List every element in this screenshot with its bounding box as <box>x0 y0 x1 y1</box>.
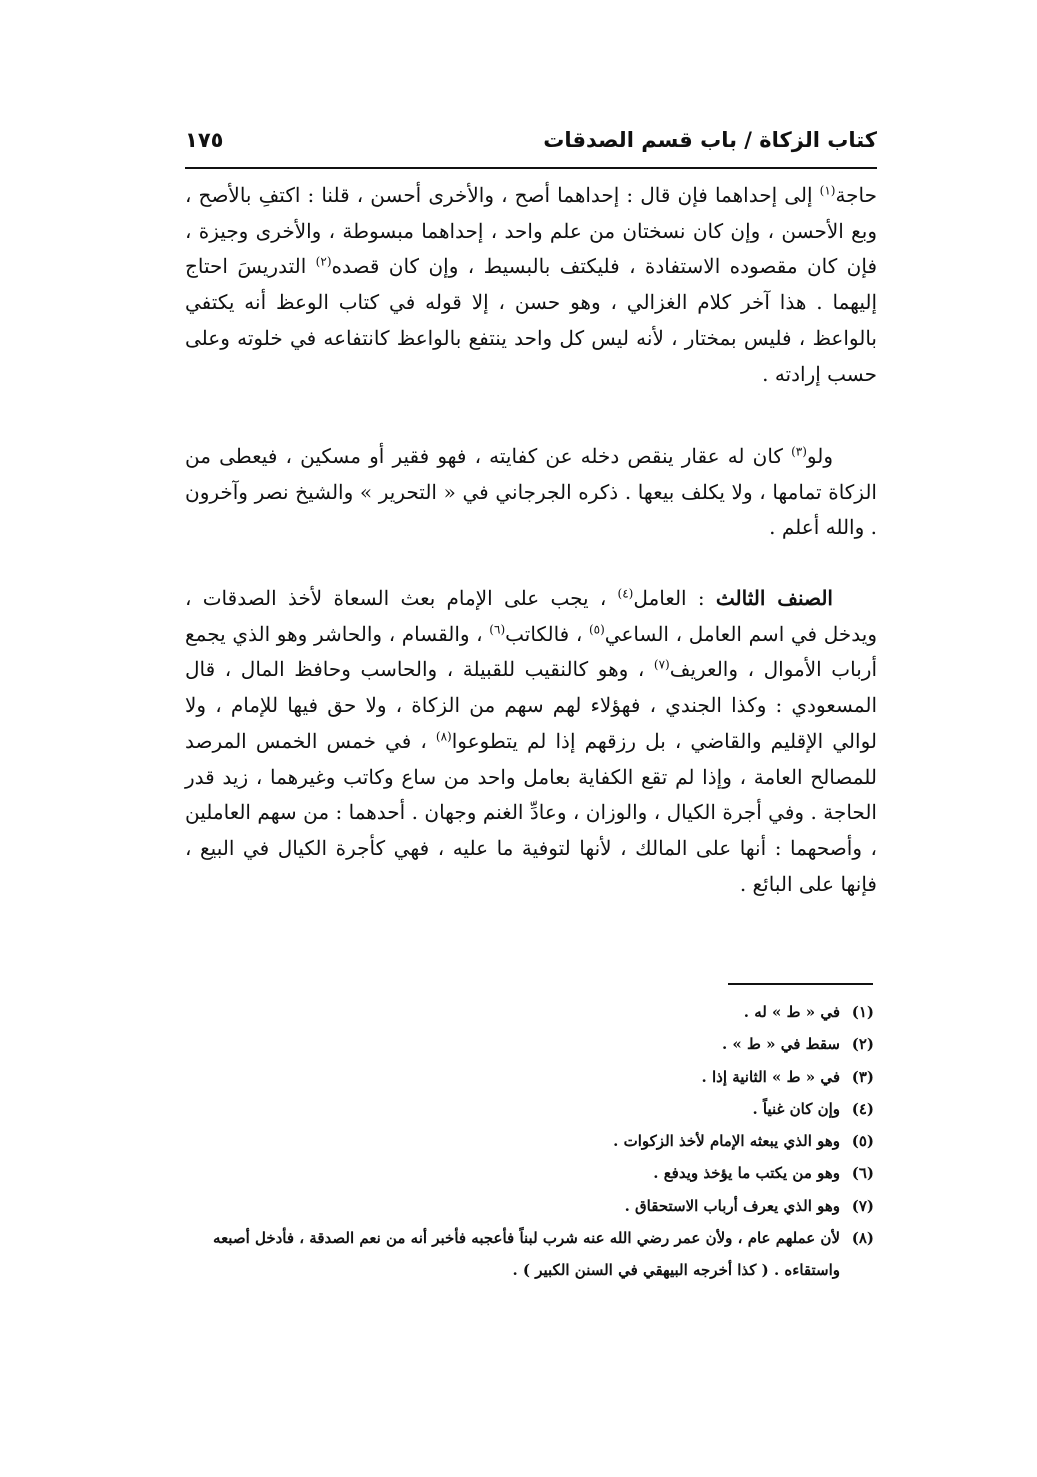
footnotes <box>178 996 874 1287</box>
footnote <box>178 1093 874 1125</box>
footnote-ref: (٦) <box>489 622 506 637</box>
footnote-ref: (٧) <box>653 657 670 672</box>
footnote <box>178 996 874 1028</box>
footnote <box>178 1061 874 1093</box>
footnote-number: (٣) <box>851 1067 874 1086</box>
footnote-text: في « ط » الثانية إذا . <box>701 1067 840 1086</box>
footnote-number: (٧) <box>851 1196 874 1215</box>
header-rule <box>185 167 877 169</box>
chapter-title: كتاب الزكاة / باب قسم الصدقات <box>543 128 877 152</box>
footnote-text: لأن عملهم عام ، ولأن عمر رضي الله عنه شرب لبناً فأعجبه فأخبر أنه من نعم الصدقة ، فأدخل أصبعه واستقاءه . ( كذا أخرجه البيهقي في السنن الكبير ) . <box>213 1229 840 1280</box>
paragraph <box>185 439 877 567</box>
footnote-ref: (١) <box>819 183 836 198</box>
paragraph-text: كان له عقار ينقص دخله عن كفايته ، فهو فقير أو مسكين ، فيعطى من الزكاة تمامها ، ولا يكلف بيعها . ذكره الجرجاني في « التحرير » والشيخ نصر وآخرون . والله أعلم . <box>185 444 877 540</box>
footnote-number: (٨) <box>851 1229 874 1248</box>
paragraph-text: : العامل <box>633 586 716 610</box>
footnote-number: (٢) <box>851 1035 874 1054</box>
footnote <box>178 1190 874 1222</box>
paragraph-text: إلى إحداهما فإن قال : إحداهما أصح ، والأخرى أحسن ، قلنا : اكتفِ بالأصح ، وبع الأحسن ، وإن كان نسختان من علم واحد ، إحداهما مبسوطة ، والأخرى وجيزة ، فإن كان مقصوده الاستفادة ، فليكتف بالبسيط ، وإن كان قصده <box>185 183 877 279</box>
running-header <box>185 118 877 162</box>
paragraph-text: التدريسَ احتاج إليهما . هذا آخر كلام الغزالي ، وهو حسن ، إلا قوله في كتاب الوعظ أنه يكتفي بالواعظ ، فليس بمختار ، لأنه ليس كل واحد ينتفع بالواعظ كانتفاعه في خلوته وعلى حسب إرادته . <box>185 254 877 386</box>
footnote <box>178 1157 874 1189</box>
paragraph <box>185 178 877 439</box>
footnote-ref: (٢) <box>315 254 332 269</box>
footnote <box>178 1125 874 1157</box>
footnote-text: وهو الذي يبعثه الإمام لأخذ الزكوات . <box>613 1132 840 1151</box>
footnote-number: (٤) <box>851 1099 874 1118</box>
footnote <box>178 1028 874 1060</box>
paragraph-text: ، فالكاتب <box>505 621 589 646</box>
paragraph <box>185 581 877 902</box>
footnote-ref: (٤) <box>617 586 634 601</box>
footnote <box>178 1222 874 1287</box>
footnote-ref: (٥) <box>588 622 605 637</box>
main-text <box>185 178 877 902</box>
paragraph-text: ولو <box>806 444 833 468</box>
footnote-number: (٥) <box>851 1132 874 1151</box>
paragraph-text: ، وهو كالنقيب للقبيلة ، والحاسب وحافظ المال ، قال المسعودي : وكذا الجندي ، فهؤلاء لهم سهم من الزكاة ، ولا حق فيها للإمام ، ولا لوالي الإقليم والقاضي ، بل رزقهم إذا لم يتطوعوا <box>185 657 877 753</box>
footnote-text: في « ط » له . <box>743 1003 840 1021</box>
section-heading: الصنف الثالث <box>715 586 833 610</box>
footnote-number: (٦) <box>851 1164 874 1183</box>
page-number: ١٧٥ <box>185 128 224 152</box>
paragraph-text: ، والقسام ، والحاشر وهو الذي يجمع أرباب الأموال ، والعريف <box>185 621 877 682</box>
footnote-ref: (٨) <box>435 729 452 744</box>
paragraph-text: ، في خمس الخمس المرصد للمصالح العامة ، وإذا لم تقع الكفاية بعامل واحد من ساع وكاتب وغيرهما ، زيد قدر الحاجة . وفي أجرة الكيال ، والوزان ، وعادِّ الغنم وجهان . أحدهما : من سهم العاملين ، وأصحهما : أنها على المالك ، لأنها لتوفية ما عليه ، فهي كأجرة الكيال في البيع ، فإنها على البائع . <box>185 728 878 896</box>
paragraph-text: حاجة <box>835 183 877 207</box>
paragraph-text: ، يجب على الإمام بعث السعاة لأخذ الصدقات ، ويدخل في اسم العامل ، الساعي <box>185 586 877 646</box>
footnote-text: سقط في « ط » . <box>721 1035 840 1054</box>
footnote-separator <box>728 983 873 985</box>
footnote-text: وهو من يكتب ما يؤخذ ويدفع . <box>653 1164 840 1183</box>
footnote-text: وهو الذي يعرف أرباب الاستحقاق . <box>624 1196 840 1215</box>
footnote-text: وإن كان غنياً . <box>752 1099 840 1118</box>
footnote-number: (١) <box>851 1003 874 1021</box>
footnote-ref: (٣) <box>791 444 807 459</box>
